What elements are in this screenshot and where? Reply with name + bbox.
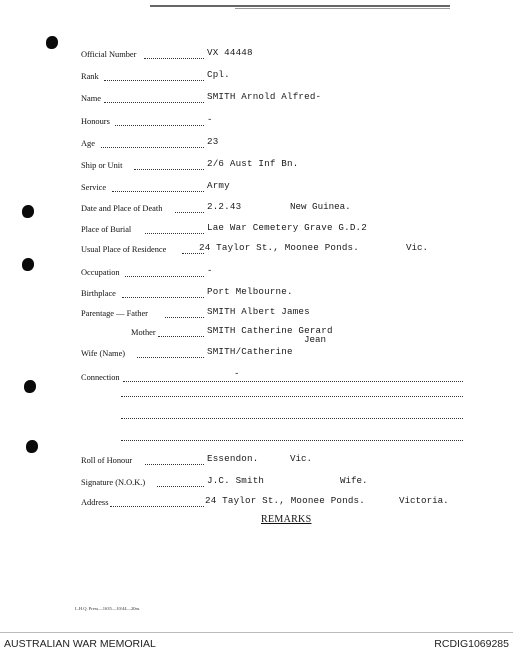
dotted-leader — [122, 297, 204, 298]
field-label: Address — [81, 498, 109, 507]
field-label: Rank — [81, 72, 99, 81]
field-label: Signature (N.O.K.) — [81, 478, 146, 487]
top-edge-line-secondary — [235, 8, 450, 9]
field-value: SMITH Arnold Alfred- — [207, 91, 322, 102]
field-label: Connection — [81, 373, 120, 382]
mother-name-addition: Jean — [304, 334, 327, 345]
dotted-leader — [125, 276, 204, 277]
dotted-leader — [112, 191, 204, 192]
dotted-leader — [158, 336, 204, 337]
field-value: SMITH Catherine Gerard — [207, 325, 333, 336]
dotted-leader — [145, 233, 204, 234]
dotted-leader — [110, 506, 204, 507]
dotted-leader — [182, 253, 204, 254]
field-value: SMITH/Catherine — [207, 346, 293, 357]
field-value: 24 Taylor St., Moonee Ponds. — [199, 242, 359, 253]
death-place: New Guinea. — [290, 201, 351, 212]
address-state: Victoria. — [399, 495, 449, 506]
field-label: Usual Place of Residence — [81, 245, 167, 254]
remarks-heading: REMARKS — [261, 514, 312, 525]
punch-hole — [24, 380, 36, 393]
residence-state: Vic. — [406, 242, 429, 253]
field-label: Date and Place of Death — [81, 204, 163, 213]
dotted-leader — [101, 147, 204, 148]
field-label: Parentage — Father — [81, 309, 148, 318]
field-value: Army — [207, 180, 230, 191]
dotted-leader — [144, 58, 204, 59]
field-label: Ship or Unit — [81, 161, 123, 170]
field-label: Roll of Honour — [81, 456, 133, 465]
death-date: 2.2.43 — [207, 201, 242, 212]
dotted-leader — [165, 317, 204, 318]
field-value: SMITH Albert James — [207, 306, 310, 317]
footer-reference: RCDIG1069285 — [434, 638, 509, 650]
dotted-leader — [115, 125, 204, 126]
field-label: Mother — [131, 328, 156, 337]
field-label: Birthplace — [81, 289, 116, 298]
footer-institution: AUSTRALIAN WAR MEMORIAL — [4, 638, 156, 650]
print-code: L.H.Q. Press—1635—10/44—20m. — [75, 606, 141, 611]
dotted-leader — [104, 80, 204, 81]
dotted-leader — [157, 486, 204, 487]
field-label: Occupation — [81, 268, 120, 277]
field-value: J.C. Smith — [207, 475, 265, 486]
blank-line — [121, 440, 463, 441]
field-label: Wife (Name) — [81, 349, 126, 358]
dotted-leader — [175, 212, 204, 213]
punch-hole — [26, 440, 38, 453]
field-value: Cpl. — [207, 69, 230, 80]
field-value: 23 — [207, 136, 219, 147]
signature-relation: Wife. — [340, 475, 368, 486]
field-value: 2/6 Aust Inf Bn. — [207, 158, 299, 169]
field-value: Essendon. — [207, 453, 259, 464]
dotted-leader — [134, 169, 204, 170]
field-label: Place of Burial — [81, 225, 132, 234]
field-label: Official Number — [81, 50, 137, 59]
punch-hole — [22, 205, 34, 218]
field-value: Lae War Cemetery Grave G.D.2 — [207, 222, 367, 233]
dotted-leader — [104, 102, 204, 103]
field-value: - — [234, 368, 240, 379]
blank-line — [121, 396, 463, 397]
field-label: Service — [81, 183, 107, 192]
dotted-leader — [123, 381, 463, 382]
field-value: VX 44448 — [207, 47, 253, 58]
blank-line — [121, 418, 463, 419]
dotted-leader — [145, 464, 204, 465]
field-value: Port Melbourne. — [207, 286, 293, 297]
field-value: 24 Taylor St., Moonee Ponds. — [205, 495, 365, 506]
punch-hole — [22, 258, 34, 271]
top-edge-line — [150, 5, 450, 7]
field-label: Age — [81, 139, 95, 148]
punch-hole — [46, 36, 58, 49]
field-value: - — [207, 265, 213, 276]
field-label: Honours — [81, 117, 110, 126]
roll-of-honour-state: Vic. — [290, 453, 313, 464]
field-label: Name — [81, 94, 101, 103]
dotted-leader — [137, 357, 204, 358]
footer-divider — [0, 632, 513, 633]
field-value: - — [207, 114, 213, 125]
